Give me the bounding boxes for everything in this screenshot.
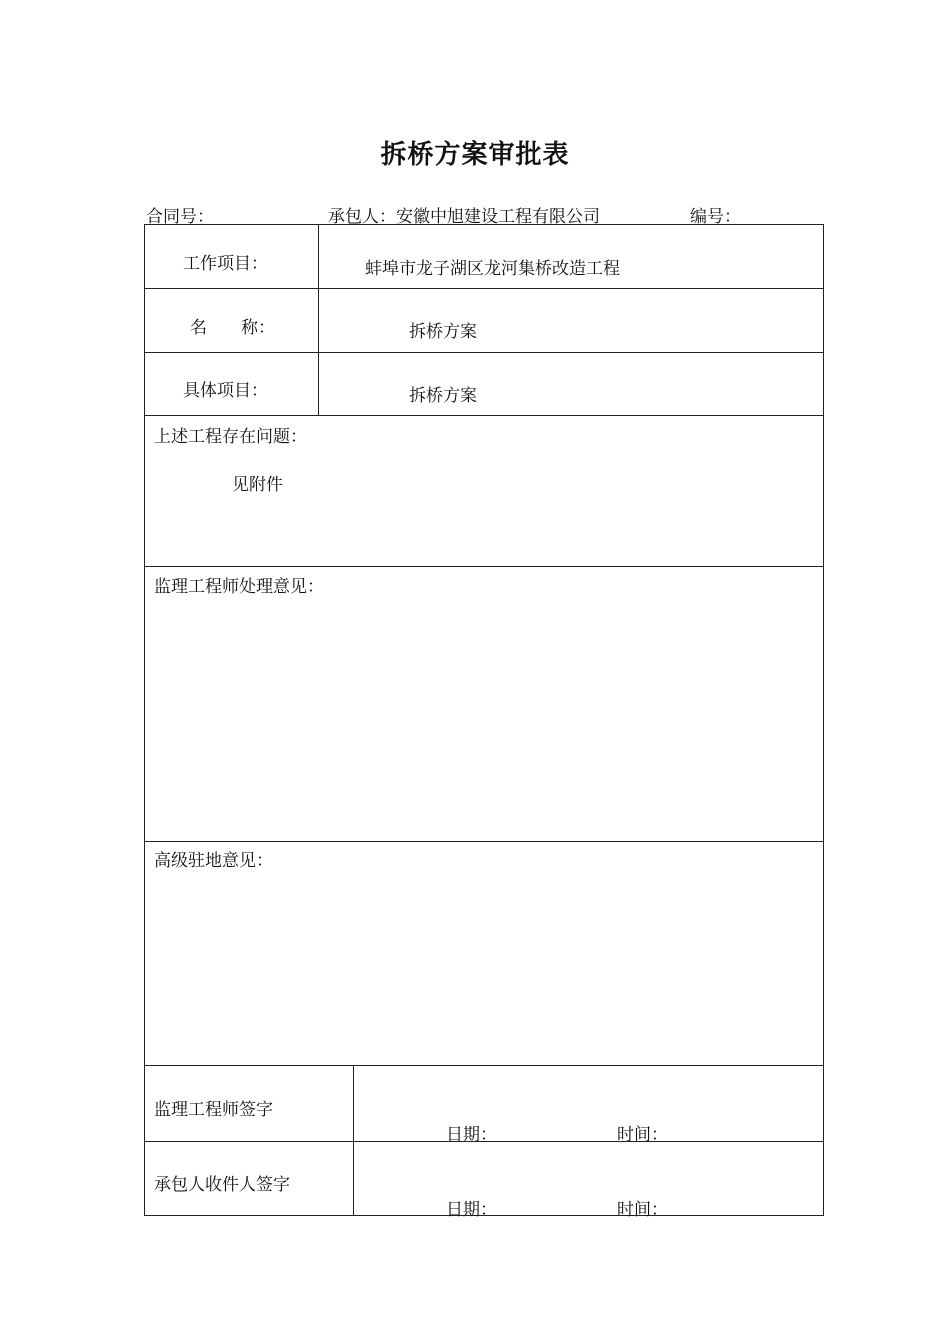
work-item-value: 蚌埠市龙子湖区龙河集桥改造工程 [365,259,620,279]
row-divider [145,841,823,842]
work-item-label: 工作项目： [183,254,268,274]
row-divider [145,566,823,567]
specific-item-value: 拆桥方案 [409,386,477,406]
contract-no-label: 合同号： [146,207,214,227]
approval-form-table [144,224,824,1220]
row-divider [145,1065,823,1066]
issues-label: 上述工程存在问题： [154,427,307,447]
row-divider [145,352,823,353]
contractor-receiver-signature-label: 承包人收件人签字 [154,1175,290,1195]
supervisor-date-label: 日期： [446,1125,497,1145]
name-value: 拆桥方案 [409,322,477,342]
issues-value: 见附件 [232,475,283,495]
supervisor-opinion-label: 监理工程师处理意见： [154,577,324,597]
specific-item-label: 具体项目： [183,381,268,401]
form-title: 拆桥方案审批表 [380,140,570,170]
contractor-date-label: 日期： [446,1200,497,1220]
contractor-label: 承包人：安徽中旭建设工程有限公司 [328,207,600,227]
supervisor-signature-label: 监理工程师签字 [154,1100,273,1120]
column-divider [318,225,319,415]
senior-resident-opinion-label: 高级驻地意见： [154,851,273,871]
name-label: 名 称： [190,318,275,338]
row-divider [145,415,823,416]
supervisor-time-label: 时间： [617,1125,668,1145]
contractor-time-label: 时间： [617,1200,668,1220]
serial-no-label: 编号： [690,207,741,227]
column-divider [353,1065,354,1216]
row-divider [145,288,823,289]
